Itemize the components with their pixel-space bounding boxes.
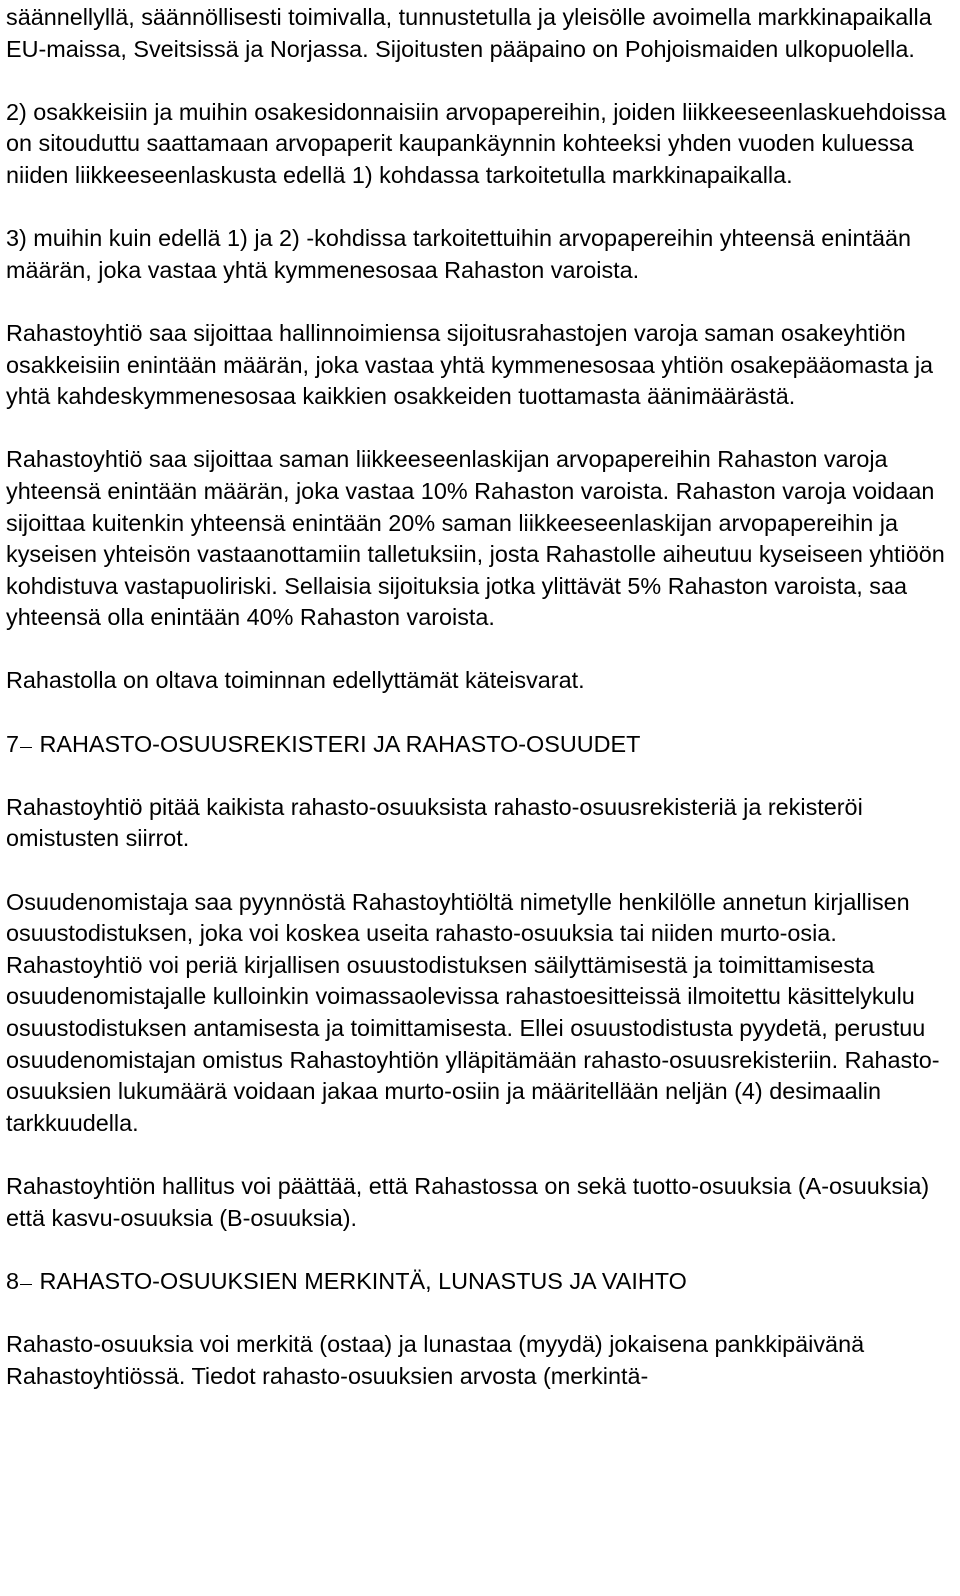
section-8-title: RAHASTO-OSUUKSIEN MERKINTÄ, LUNASTUS JA VAIHTO xyxy=(39,1267,687,1294)
section-7-paragraph-register: Rahastoyhtiö pitää kaikista rahasto-osuuksista rahasto-osuusrekisteriä ja rekisteröi omistusten siirrot. xyxy=(6,793,863,852)
section-7-number: 7 xyxy=(6,730,20,757)
section-7-title: RAHASTO-OSUUSREKISTERI JA RAHASTO-OSUUDET xyxy=(39,730,641,757)
paragraph-cash: Rahastolla on oltava toiminnan edellyttämät käteisvarat. xyxy=(6,667,585,694)
paragraph-voting-limit: Rahastoyhtiö saa sijoittaa hallinnoimiensa sijoitusrahastojen varoja saman osakeyhtiön osakkeisiin enintään määrän, joka vastaa yhtä kymmenesosaa yhtiön osakepääomasta ja yhtä kahdeskymmenesosaa kaikkien osakkeiden tuottamasta äänimäärästä. xyxy=(6,319,934,410)
section-7-heading xyxy=(6,729,952,761)
paragraph-markets: säännellyllä, säännöllisesti toimivalla, tunnustetulla ja yleisölle avoimella markkinapaikalla EU-maissa, Sveitsissä ja Norjassa. Sijoitusten pääpaino on Pohjoismaiden ulkopuolella. xyxy=(6,4,932,62)
section-8-paragraph-subscription: Rahasto-osuuksia voi merkitä (ostaa) ja lunastaa (myydä) jokaisena pankkipäivänä Rahastoyhtiössä. Tiedot rahasto-osuuksien arvosta (merkintä- xyxy=(6,1330,865,1389)
section-7-paragraph-share-classes: Rahastoyhtiön hallitus voi päättää, että Rahastossa on sekä tuotto-osuuksia (A-osuuksia) että kasvu-osuuksia (B-osuuksia). xyxy=(6,1172,930,1231)
section-8-heading xyxy=(6,1266,952,1298)
paragraph-item-2: 2) osakkeisiin ja muihin osakesidonnaisiin arvopapereihin, joiden liikkeeseenlaskuehdoissa on sitouduttu saattamaan arvopaperit kaupankäynnin kohteeksi yhden vuoden kuluessa niiden liikkeeseenlaskusta edellä 1) kohdassa tarkoitetulla markkinapaikalla. xyxy=(6,98,947,188)
paragraph-item-3: 3) muihin kuin edellä 1) ja 2) -kohdissa tarkoitettuihin arvopapereihin yhteensä enintään määrän, joka vastaa yhtä kymmenesosaa Rahaston varoista. xyxy=(6,225,911,283)
section-7-paragraph-certificate: Osuudenomistaja saa pyynnöstä Rahastoyhtiöltä nimetylle henkilölle annetun kirjallisen osuustodistuksen, joka voi koskea useita rahasto-osuuksia tai niiden murto-osia. Rahastoyhtiö voi periä kirjallisen osuustodistuksen säilyttämisestä ja toimittamisesta osuudenomistajalle kulloinkin voimassaolevissa rahastoesitteissä ilmoitettu käsittelykulu osuustodistuksen antamisesta ja toimittamisesta. Ellei osuustodistusta pyydetä, perustuu osuudenomistajan omistus Rahastoyhtiön ylläpitämään rahasto-osuusrekisteriin. Rahasto-osuuksien lukumäärä voidaan jakaa murto-osiin ja määritellään neljän (4) desimaalin tarkkuudella. xyxy=(6,888,940,1136)
document-page xyxy=(6,2,952,1424)
section-8-number: 8 xyxy=(6,1267,20,1294)
paragraph-issuer-limits: Rahastoyhtiö saa sijoittaa saman liikkeeseenlaskijan arvopapereihin Rahaston varoja yhteensä enintään määrän, joka vastaa 10% Rahaston varoista. Rahaston varoja voidaan sijoittaa kuitenkin yhteensä enintään 20% saman liikkeeseenlaskijan arvopapereihin ja kyseisen yhteisön vastaanottamiin talletuksiin, josta Rahastolle aiheutuu kyseiseen yhtiöön kohdistuva vastapuoliriski. Sellaisia sijoituksia jotka ylittävät 5% Rahaston varoista, saa yhteensä olla enintään 40% Rahaston varoista. xyxy=(6,446,945,631)
